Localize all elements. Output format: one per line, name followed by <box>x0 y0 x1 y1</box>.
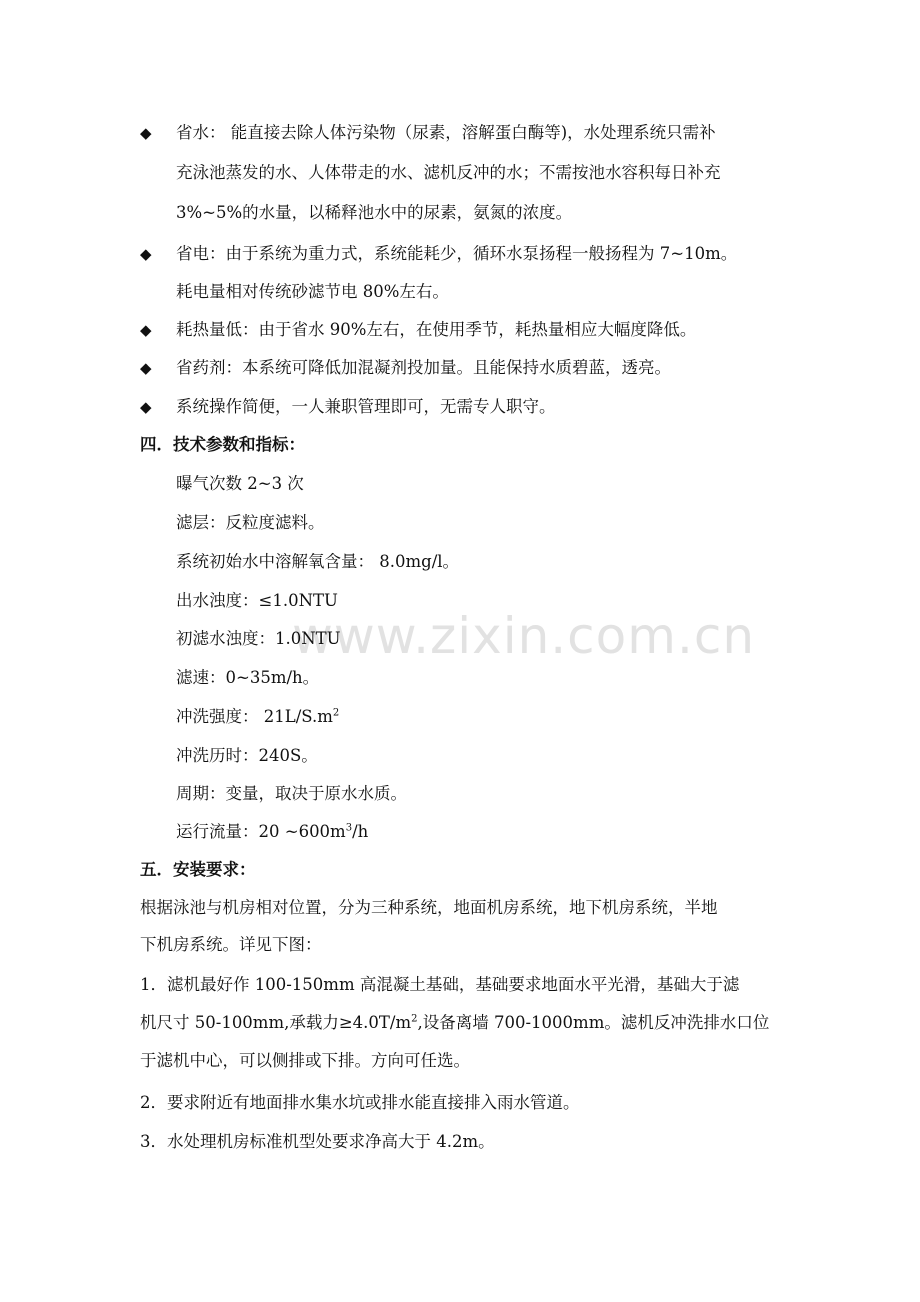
superscript-2: 2 <box>332 707 340 719</box>
bullet-diamond-icon: ◆ <box>140 359 152 377</box>
param-backwash-intensity <box>176 705 339 729</box>
item-1-line-2 <box>140 1011 769 1035</box>
bullet-2-line-1: 省电：由于系统为重力式，系统能耗少，循环水泵扬程一般扬程为 7~10m。 <box>176 244 738 263</box>
param-backwash-duration: 冲洗历时：240S。 <box>176 746 318 765</box>
item-1-line-2-a: 机尺寸 50-100mm,承载力≥4.0T/m <box>140 1013 412 1032</box>
bullet-diamond-icon: ◆ <box>140 124 152 142</box>
section-4-heading: 四．技术参数和指标： <box>140 435 305 454</box>
item-1-line-2-b: ,设备离墙 700-1000mm。滤机反冲洗排水口位 <box>417 1013 770 1032</box>
bullet-4-line-1: 省药剂：本系统可降低加混凝剂投加量。且能保持水质碧蓝，透亮。 <box>176 358 671 377</box>
param-initial-turbidity: 初滤水浊度：1.0NTU <box>176 629 341 648</box>
bullet-5-line-1: 系统操作简便，一人兼职管理即可，无需专人职守。 <box>176 397 556 416</box>
param-cycle: 周期：变量，取决于原水水质。 <box>176 784 407 803</box>
item-3: 3．水处理机房标准机型处要求净高大于 4.2m。 <box>140 1132 495 1151</box>
bullet-1-line-2: 充泳池蒸发的水、人体带走的水、滤机反冲的水；不需按池水容积每日补充 <box>176 163 721 182</box>
param-flow-rate <box>176 820 368 844</box>
param-filter-layer: 滤层：反粒度滤料。 <box>176 513 325 532</box>
bullet-1-line-3: 3%~5%的水量，以稀释池水中的尿素，氨氮的浓度。 <box>176 203 573 222</box>
item-2: 2．要求附近有地面排水集水坑或排水能直接排入雨水管道。 <box>140 1093 580 1112</box>
superscript-3: 3 <box>345 822 353 834</box>
section-5-intro-line-2: 下机房系统。详见下图： <box>140 935 322 954</box>
param-filter-speed: 滤速：0~35m/h。 <box>176 668 320 687</box>
bullet-diamond-icon: ◆ <box>140 245 152 263</box>
item-1-line-3: 于滤机中心，可以侧排或下排。方向可任选。 <box>140 1051 470 1070</box>
param-backwash-intensity-text: 冲洗强度： 21L/S.m <box>176 707 333 726</box>
bullet-2-line-2: 耗电量相对传统砂滤节电 80%左右。 <box>176 282 449 301</box>
param-aeration: 曝气次数 2~3 次 <box>176 474 304 493</box>
bullet-3-line-1: 耗热量低：由于省水 90%左右，在使用季节，耗热量相应大幅度降低。 <box>176 320 697 339</box>
param-flow-rate-text: 运行流量：20 ~600m <box>176 822 346 841</box>
watermark-text: www.zixin.com.cn <box>292 607 756 665</box>
param-effluent-turbidity: 出水浊度：≤1.0NTU <box>176 591 338 610</box>
superscript-2: 2 <box>411 1013 418 1025</box>
bullet-1-line-1: 省水： 能直接去除人体污染物（尿素，溶解蛋白酶等)，水处理系统只需补 <box>176 123 716 142</box>
bullet-diamond-icon: ◆ <box>140 321 152 339</box>
section-5-heading: 五．安装要求： <box>140 860 256 879</box>
bullet-diamond-icon: ◆ <box>140 398 152 416</box>
section-5-intro-line-1: 根据泳池与机房相对位置，分为三种系统，地面机房系统，地下机房系统，半地 <box>140 898 718 917</box>
param-flow-rate-unit: /h <box>352 822 369 841</box>
param-dissolved-oxygen: 系统初始水中溶解氧含量： 8.0mg/l。 <box>176 552 460 571</box>
item-1-line-1: 1．滤机最好作 100-150mm 高混凝土基础，基础要求地面水平光滑，基础大于滤 <box>140 975 740 994</box>
